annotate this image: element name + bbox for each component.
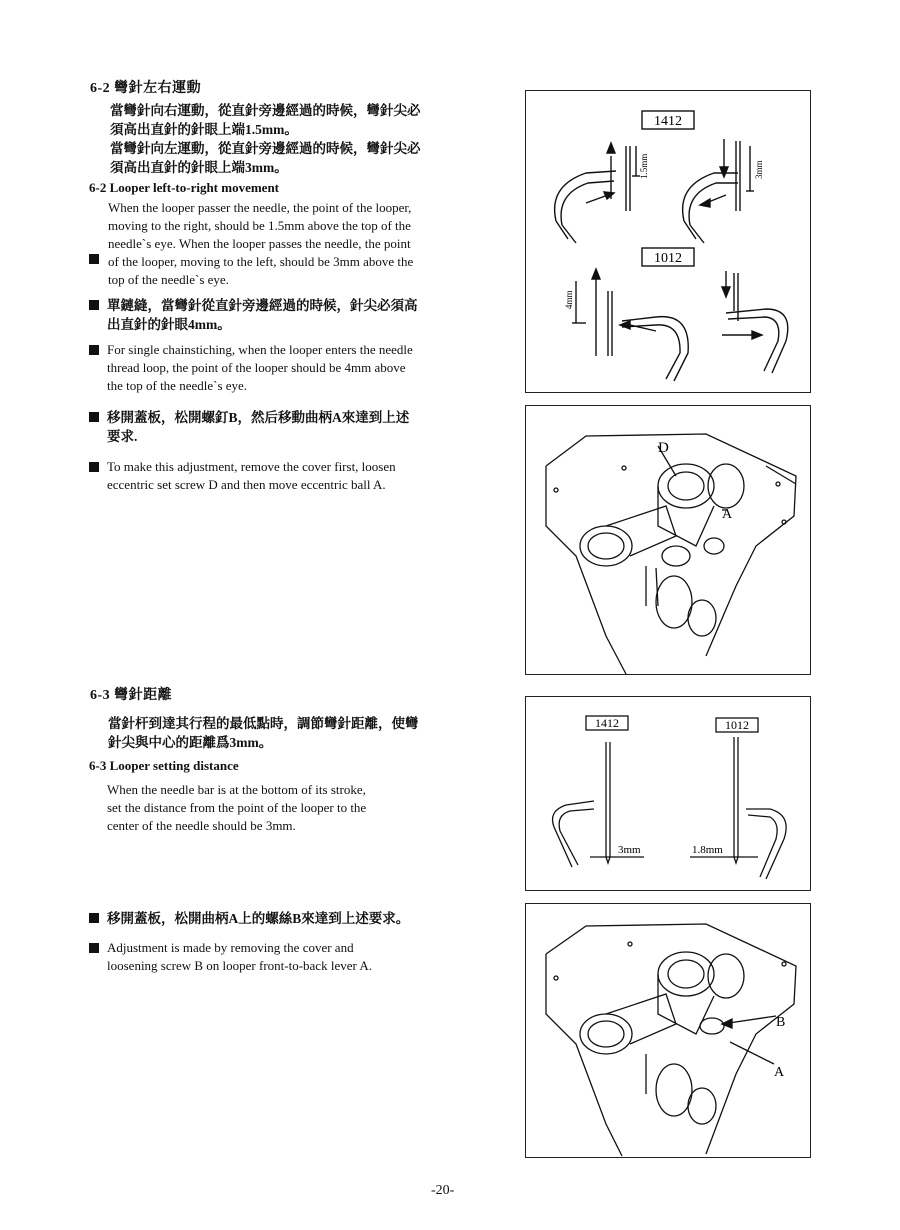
note-bullet (89, 341, 489, 395)
bullet-square-icon (89, 462, 99, 472)
front-back-lever-illustration (526, 904, 812, 1159)
page-number: -20- (431, 1183, 455, 1198)
bullet-square-icon (89, 345, 99, 355)
note-bullet (89, 939, 489, 975)
diagram-label: 1412 (654, 114, 682, 129)
note-text-en: To make this adjustment, remove the cover first, loosen eccentric set screw D and then move eccentric ball A. (107, 459, 396, 492)
part-label-a: A (722, 507, 733, 522)
section-body-en: When the needle bar is at the bottom of its stroke, set the distance from the point of the looper to the center of the needle should be 3mm. (107, 782, 367, 833)
figure-looper-distance (525, 696, 811, 891)
looper-movement-illustration (526, 91, 812, 394)
note-text-en: Adjustment is made by removing the cover and loosening screw B on looper front-to-back lever A. (107, 940, 372, 973)
note-text-zh: 移開蓋板，松開曲柄A上的螺絲B來達到上述要求。 (107, 911, 410, 926)
dimension-label: 1.8mm (692, 844, 723, 856)
dimension-label: 3mm (618, 844, 641, 856)
bullet-square-icon (89, 412, 99, 422)
bullet-square-icon (89, 913, 99, 923)
bullet-square-icon (89, 300, 99, 310)
section-body-en: When the looper passer the needle, the point of the looper, moving to the right, should be 1.5mm above the top of the needle`s eye. When the looper passes the needle, the point of the looper, moving to the left, should be 3mm above the top of the needle`s eye. (108, 200, 414, 287)
dimension-label: 4mm (564, 290, 574, 309)
dimension-label: 3mm (754, 160, 764, 179)
section-heading-en: 6-3 Looper setting distance (89, 758, 239, 773)
bullet-square-icon (89, 254, 99, 264)
figure-eccentric-mechanism (525, 405, 811, 675)
section-body-zh: 當針杆到達其行程的最低點時，調節彎針距離，使彎 針尖與中心的距離爲3mm。 (108, 716, 419, 750)
section-heading-zh: 6-3 彎針距離 (90, 688, 173, 703)
part-label-d: D (658, 440, 669, 456)
note-text-zh: 移開蓋板，松開螺釘B，然后移動曲柄A來達到上述 要求. (107, 410, 410, 444)
part-label-b: B (776, 1015, 786, 1030)
note-text-en: For single chainstiching, when the looper enters the needle thread loop, the point of the looper should be 4mm above the top of the needle`s eye. (107, 342, 413, 393)
note-text-zh: 單鏈縫，當彎針從直針旁邊經過的時候，針尖必須高 出直針的針眼4mm。 (107, 298, 418, 332)
section-body-zh: 當彎針向右運動，從直針旁邊經過的時候，彎針尖必 須高出直針的針眼上端1.5mm。 當彎針向左運動，從直針旁邊經過的時候，彎針尖必 須高出直針的針眼上端3mm。 (110, 103, 421, 175)
dimension-label: 1.5mm (639, 153, 649, 179)
eccentric-mechanism-illustration (526, 406, 812, 676)
figure-front-back-lever (525, 903, 811, 1158)
section-heading-zh: 6-2 彎針左右運動 (90, 81, 202, 96)
note-bullet (89, 408, 489, 446)
bullet-square-icon (89, 943, 99, 953)
section-heading-en: 6-2 Looper left-to-right movement (89, 180, 280, 195)
diagram-label: 1012 (654, 251, 682, 266)
diagram-label: 1012 (725, 718, 749, 732)
note-bullet (89, 458, 489, 494)
note-bullet (89, 296, 489, 334)
part-label-a: A (774, 1065, 785, 1080)
diagram-label: 1412 (595, 716, 619, 730)
note-bullet (89, 909, 489, 928)
looper-distance-illustration (526, 697, 812, 892)
figure-looper-movement (525, 90, 811, 393)
